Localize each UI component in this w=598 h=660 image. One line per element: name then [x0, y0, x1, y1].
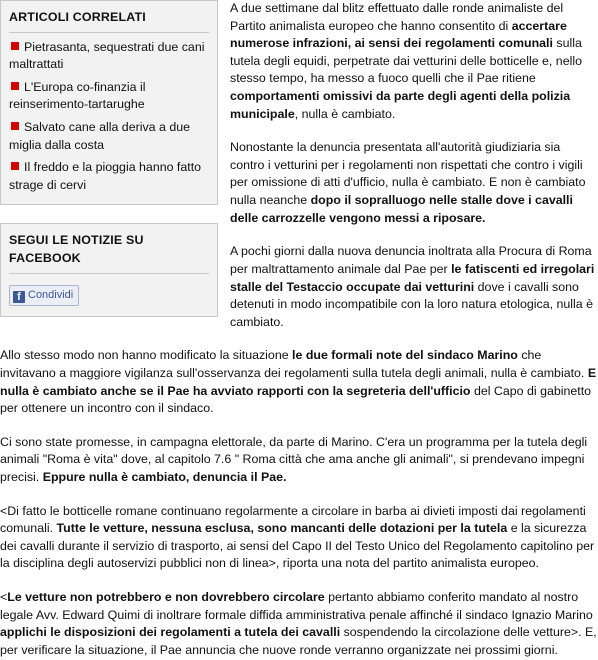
- paragraph-text: che invitavano a maggiore vigilanza sull'osservanza dei regolamenti sulla tutela degli animali, nulla è cambiato.: [0, 348, 588, 380]
- paragraph-text: A due settimane dal blitz effettuato dalle ronde animaliste del Partito animalista europeo che hanno consentito di: [230, 1, 564, 33]
- red-square-bullet-icon: [11, 162, 19, 170]
- paragraph-bold: accertare numerose infrazioni, ai sensi dei regolamenti comunali: [230, 18, 567, 51]
- paragraph-bold: Tutte le vetture, nessuna esclusa, sono mancanti delle dotazioni per la tutela: [56, 521, 508, 536]
- paragraph-bold: Le vetture non potrebbero e non dovrebbero circolare: [7, 590, 325, 605]
- paragraph-text: dove i cavalli sono detenuti in modo incompatibile con la loro natura etologica, nulla è cambiato.: [230, 279, 594, 329]
- paragraph-bold: dopo il sopralluogo nelle stalle dove i cavalli delle carrozzelle vengono messi a riposare.: [230, 193, 573, 225]
- related-article-item: [9, 36, 209, 76]
- paragraph-bold: comportamenti omissivi da parte degli agenti della polizia municipale: [230, 89, 571, 121]
- article-paragraph: [0, 589, 598, 659]
- related-articles-list: [9, 36, 209, 197]
- paragraph-text: <Di fatto le botticelle romane continuano regolarmente a circolare in barba ai divieti imposti dai regolamenti comunali.: [0, 503, 586, 536]
- facebook-logo-icon: f: [13, 291, 25, 303]
- related-articles-title: ARTICOLI CORRELATI: [9, 7, 209, 33]
- article-paragraph: [0, 434, 598, 487]
- paragraph-text: del Capo di gabinetto per ottenere un incontro con il sindaco.: [0, 383, 592, 416]
- red-square-bullet-icon: [11, 82, 19, 90]
- paragraph-bold: le fatiscenti ed irregolari stalle del Testaccio occupate dai vetturini: [230, 261, 595, 294]
- related-articles-box: [0, 0, 218, 205]
- paragraph-text: Nonostante la denuncia presentata all'autorità giudiziaria sia contro i vetturini per i regolamenti non rispettati che contro i vigili per omissione di atti d'ufficio, nulla è cambiato. E non è cambiato nulla neanche: [230, 140, 586, 208]
- facebook-box: [0, 223, 218, 316]
- paragraph-bold: le due formali note del sindaco Marino: [292, 348, 518, 363]
- paragraph-bold: Eppure nulla è cambiato, denuncia il Pae.: [42, 470, 287, 485]
- paragraph-bold: applichi le disposizioni dei regolamenti a tutela dei cavalli: [0, 625, 341, 640]
- paragraph-bold: E nulla è cambiato anche se il Pae ha avviato rapporti con la segreteria dell'ufficio: [0, 365, 597, 398]
- paragraph-text: A pochi giorni dalla nuova denuncia inoltrata alla Procura di Roma per maltrattamento animale dal Pae per: [230, 244, 592, 276]
- related-article-item: [9, 156, 209, 196]
- paragraph-text: sospendendo la circolazione delle vetture>. E, per verificare la situazione, il Pae annuncia che nuove ronde verranno organizzate nei prossimi giorni.: [0, 625, 597, 657]
- paragraph-text: sulla tutela degli equidi, perpetrate dai vetturini delle botticelle e, nello stesso tempo, ha messo a fuoco quelli che il Pae ritiene: [230, 36, 582, 86]
- paragraph-text: pertanto abbiamo conferito mandato al nostro legale Avv. Edward Quimi di inoltrare formale diffida amministrativa penale affinché il sindaco Ignazio Marino: [0, 590, 593, 622]
- facebook-share-label: Condividi: [28, 288, 74, 301]
- related-article-link[interactable]: L'Europa co-finanzia il reinserimento-tartarughe: [9, 79, 146, 112]
- article-paragraph: [0, 347, 598, 417]
- red-square-bullet-icon: [11, 42, 19, 50]
- article-paragraph: [0, 503, 598, 573]
- related-article-item: [9, 76, 209, 116]
- related-article-link[interactable]: Pietrasanta, sequestrati due cani maltrattati: [9, 39, 205, 72]
- paragraph-text: Allo stesso modo non hanno modificato la situazione: [0, 348, 293, 363]
- paragraph-text: e la sicurezza dei cavalli durante il servizio di trasporto, ai sensi del Capo II del Testo Unico del Regolamento capitolino per la disciplina degli autoservizi pubblici non di linea>, riporta una nota del partito animalista europeo.: [0, 521, 595, 571]
- sidebar: [0, 0, 218, 317]
- related-article-link[interactable]: Il freddo e la pioggia hanno fatto strage di cervi: [9, 160, 202, 192]
- red-square-bullet-icon: [11, 122, 19, 130]
- paragraph-text: Ci sono state promesse, in campagna elettorale, da parte di Marino. C'era un programma per la tutela degli animali "Roma è vita" dove, al capitolo 7.6 " Roma città che ama anche gli animali", si prendevano impegni precisi.: [0, 434, 588, 485]
- facebook-share-button[interactable]: [9, 285, 79, 306]
- facebook-box-title: SEGUI LE NOTIZIE SU FACEBOOK: [9, 230, 209, 273]
- related-article-item: [9, 116, 209, 156]
- related-article-link[interactable]: Salvato cane alla deriva a due miglia dalla costa: [9, 120, 191, 152]
- paragraph-text: , nulla è cambiato.: [294, 106, 396, 121]
- paragraph-text: <: [0, 590, 8, 605]
